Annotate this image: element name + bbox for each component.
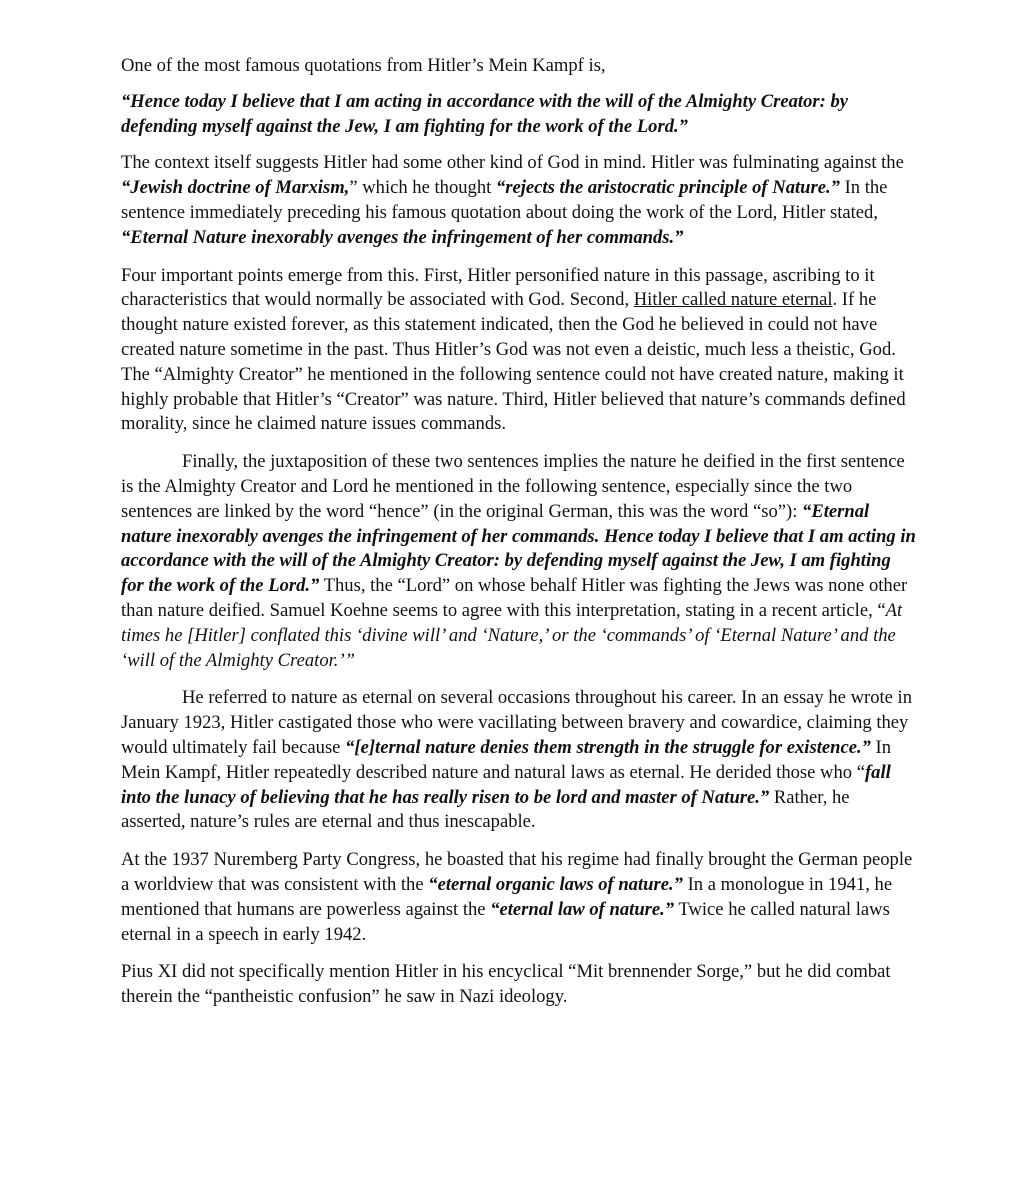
quote-text: “eternal law of nature.” <box>490 898 675 920</box>
text-run: Rather, he asserted, nature’s rules are eternal and thus inescapable. <box>121 786 850 833</box>
italic-quote: At times he [Hitler] conflated this ‘divine will’ and ‘Nature,’ or the ‘commands’ of ‘Eternal Nature’ and the ‘will of the Almighty Creator.’” <box>121 599 903 671</box>
text-run: Finally, the juxtaposition of these two sentences implies the nature he deified in the first sentence is the Almighty Creator and Lord he mentioned in the following sentence, especially since the two sentences are linked by the word “hence” (in the original German, this was the word “so”): <box>121 451 905 522</box>
text-run: ” which he thought <box>349 177 496 199</box>
quote-text: “Eternal Nature inexorably avenges the infringement of her commands.” <box>121 226 684 248</box>
quote-text: “Eternal nature inexorably avenges the infringement of her commands. Hence today I believe that I am acting in accordance with the will of the Almighty Creator: by defending myself against the Jew, I am fighting for the work of the Lord.” <box>121 500 916 597</box>
text-run: Four important points emerge from this. First, Hitler personified nature in this passage, ascribing to it characteristics that would normally be associated with God. Second, <box>121 264 875 311</box>
document-body <box>121 54 916 1010</box>
underlined-text: Hitler called nature eternal <box>633 289 833 311</box>
paragraph-intro <box>121 54 916 79</box>
text-run: Twice he called natural laws eternal in a speech in early 1942. <box>121 898 890 945</box>
paragraph-nuremberg <box>121 848 916 947</box>
text-run: In Mein Kampf, Hitler repeatedly described nature and natural laws as eternal. He derided those who “ <box>121 736 892 783</box>
text-run: One of the most famous quotations from Hitler’s Mein Kampf is, <box>121 55 606 76</box>
text-run: The context itself suggests Hitler had some other kind of God in mind. Hitler was fulminating against the <box>121 152 904 174</box>
quote-text: “rejects the aristocratic principle of Nature.” <box>495 177 840 199</box>
paragraph-finally <box>121 450 916 673</box>
quote-text: fall into the lunacy of believing that he has really risen to be lord and master of Nature.” <box>121 761 891 808</box>
text-run: . If he thought nature existed forever, as this statement indicated, then the God he believed in could not have created nature sometime in the past. Thus Hitler’s God was not even a deistic, much less a theistic, God. The “Almighty Creator” he mentioned in the following sentence could not have created nature, making it highly probable that Hitler’s “Creator” was nature. Third, Hitler believed that nature’s commands defined morality, since he claimed nature issues commands. <box>121 289 906 435</box>
paragraph-quote <box>121 90 916 140</box>
text-run: Pius XI did not specifically mention Hitler in his encyclical “Mit brennender Sorge,” but he did combat therein the “pantheistic confusion” he saw in Nazi ideology. <box>121 961 891 1008</box>
paragraph-context <box>121 151 916 250</box>
text-run: In the sentence immediately preceding his famous quotation about doing the work of the Lord, Hitler stated, <box>121 177 888 223</box>
paragraph-four-points <box>121 264 916 438</box>
text-run: In a monologue in 1941, he mentioned that humans are powerless against the <box>121 873 893 920</box>
quote-text: “Jewish doctrine of Marxism, <box>121 177 350 199</box>
paragraph-pius <box>121 960 916 1010</box>
quote-text: “[e]ternal nature denies them strength in the struggle for existence.” <box>345 736 871 758</box>
quote-text: “Hence today I believe that I am acting in accordance with the will of the Almighty Creator: by defending myself against the Jew, I am fighting for the work of the Lord.” <box>121 90 849 137</box>
quote-text: “eternal organic laws of nature.” <box>428 873 683 895</box>
paragraph-eternal <box>121 686 916 835</box>
text-run: At the 1937 Nuremberg Party Congress, he boasted that his regime had finally brought the German people a worldview that was consistent with the <box>121 849 913 895</box>
text-run: He referred to nature as eternal on several occasions throughout his career. In an essay he wrote in January 1923, Hitler castigated those who were vacillating between bravery and cowardice, claiming they would ultimately fail because <box>121 687 913 758</box>
text-run: Thus, the “Lord” on whose behalf Hitler was fighting the Jews was none other than nature deified. Samuel Koehne seems to agree with this interpretation, stating in a recent article, “ <box>121 575 908 621</box>
